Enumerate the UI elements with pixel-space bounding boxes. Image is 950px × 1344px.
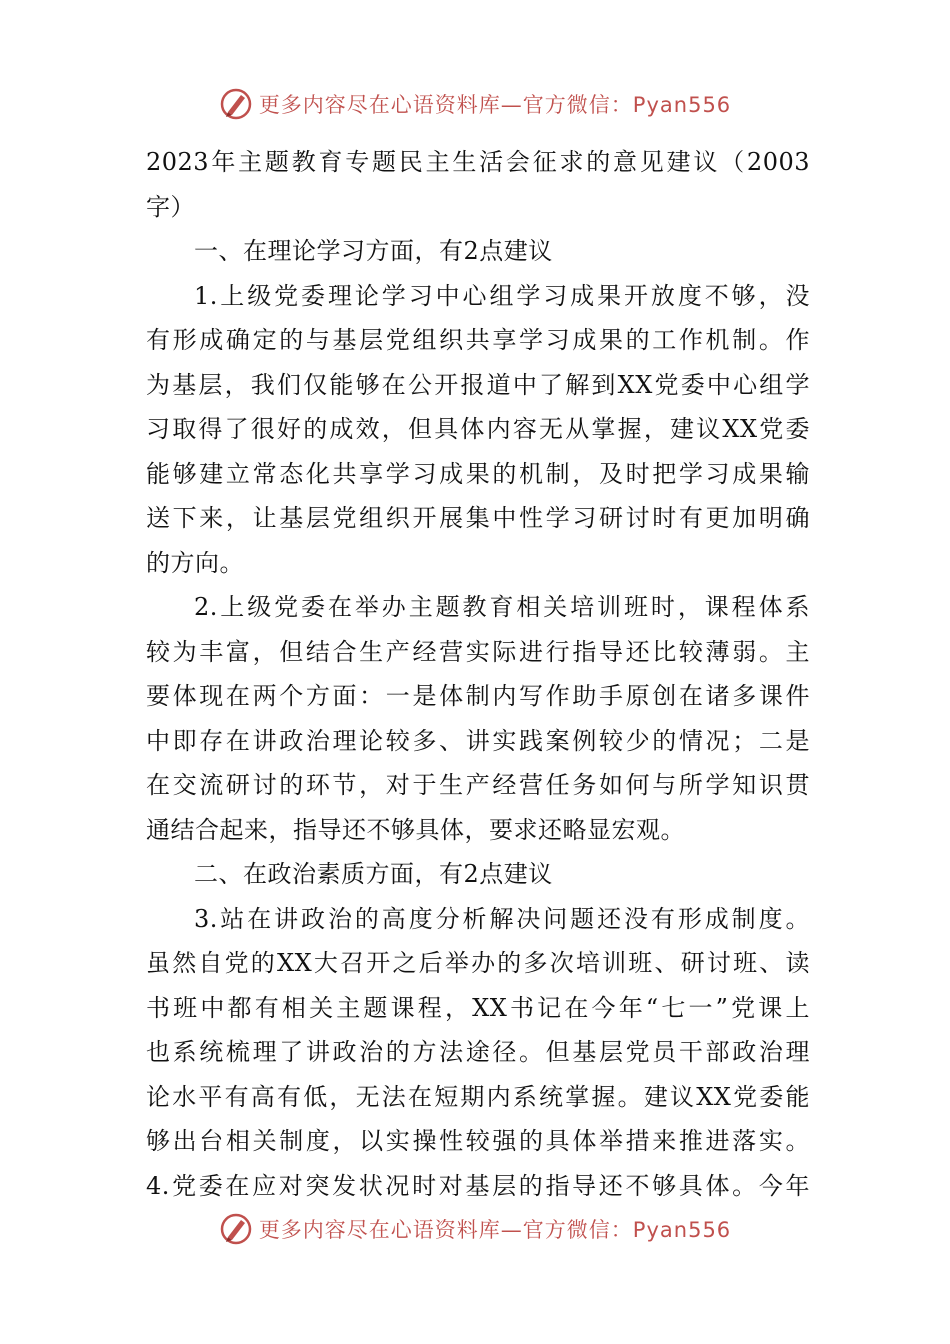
watermark-text: 更多内容尽在心语资料库—官方微信：Pyan556 [258, 1218, 732, 1242]
section-heading: 一、在理论学习方面，有2点建议 [194, 237, 553, 265]
text-line: 为基层，我们仅能够在公开报道中了解到XX党委中心组学 [146, 370, 810, 399]
text-line: 有形成确定的与基层党组织共享学习成果的工作机制。作 [146, 326, 810, 354]
text-line: 在交流研讨的环节，对于生产经营任务如何与所学知识贯 [146, 771, 810, 799]
text-line: 较为丰富，但结合生产经营实际进行指导还比较薄弱。主 [146, 637, 810, 666]
text-line: 书班中都有相关主题课程，XX书记在今年“七一”党课上 [146, 993, 810, 1022]
text-line: 能够建立常态化共享学习成果的机制，及时把学习成果输 [146, 459, 810, 488]
text-line: 送下来，让基层党组织开展集中性学习研讨时有更加明确 [146, 504, 810, 532]
document-body [146, 140, 810, 1208]
text-line: 够出台相关制度，以实操性较强的具体举措来推进落实。 [146, 1127, 810, 1155]
text-line: 2023年主题教育专题民主生活会征求的意见建议（2003 [146, 148, 810, 176]
watermark-banner-top [0, 82, 950, 126]
text-line: 中即存在讲政治理论较多、讲实践案例较少的情况；二是 [146, 726, 810, 755]
text-line: 1.上级党委理论学习中心组学习成果开放度不够，没 [194, 281, 810, 310]
pen-logo-icon [219, 87, 253, 121]
text-line: 论水平有高有低，无法在短期内系统掌握。建议XX党委能 [146, 1082, 810, 1111]
text-line: 的方向。 [146, 548, 244, 577]
watermark-banner-bottom [0, 1207, 950, 1251]
text-line: 习取得了很好的成效，但具体内容无从掌握，建议XX党委 [146, 415, 810, 443]
text-line: 通结合起来，指导还不够具体，要求还略显宏观。 [146, 815, 685, 844]
text-line: 4.党委在应对突发状况时对基层的指导还不够具体。今年 [146, 1171, 810, 1200]
watermark-text: 更多内容尽在心语资料库—官方微信：Pyan556 [258, 93, 732, 117]
text-line: 也系统梳理了讲政治的方法途径。但基层党员干部政治理 [146, 1038, 810, 1066]
text-line: 字） [146, 192, 195, 221]
text-line: 2.上级党委在举办主题教育相关培训班时，课程体系 [194, 593, 810, 621]
section-heading: 二、在政治素质方面，有2点建议 [194, 860, 553, 888]
pen-logo-icon [219, 1212, 253, 1246]
text-line: 要体现在两个方面：一是体制内写作助手原创在诸多课件 [146, 682, 810, 710]
text-line: 3.站在讲政治的高度分析解决问题还没有形成制度。 [194, 904, 810, 933]
text-line: 虽然自党的XX大召开之后举办的多次培训班、研讨班、读 [146, 949, 810, 977]
